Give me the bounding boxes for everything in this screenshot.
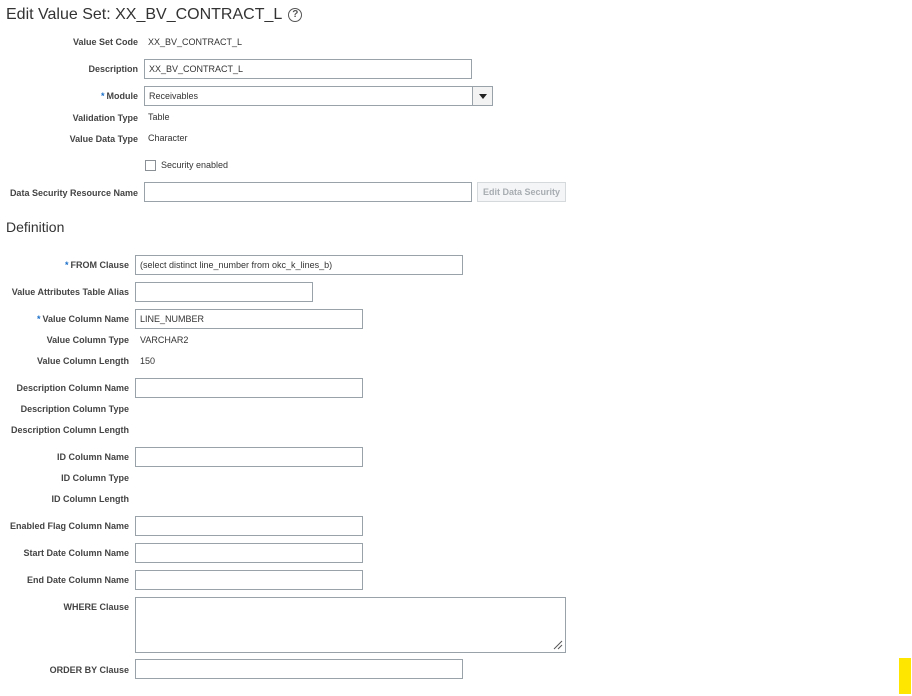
value-attributes-alias-label: Value Attributes Table Alias bbox=[11, 287, 129, 297]
id-column-name-field[interactable] bbox=[135, 447, 363, 467]
value-column-name-label: * Value Column Name bbox=[36, 314, 129, 324]
order-by-clause-field[interactable] bbox=[135, 659, 463, 679]
value-column-length-value: 150 bbox=[140, 356, 156, 366]
validation-type-value: Table bbox=[148, 112, 170, 122]
id-column-type-label: ID Column Type bbox=[61, 473, 129, 483]
required-marker: * bbox=[64, 260, 69, 270]
value-column-type-label: Value Column Type bbox=[46, 335, 129, 345]
validation-type-label: Validation Type bbox=[72, 113, 138, 123]
edit-data-security-button[interactable]: Edit Data Security bbox=[477, 182, 566, 202]
resize-handle-icon[interactable] bbox=[553, 640, 563, 650]
id-column-length-label: ID Column Length bbox=[51, 494, 129, 504]
data-security-label: Data Security Resource Name bbox=[9, 188, 138, 198]
value-column-length-label: Value Column Length bbox=[36, 356, 129, 366]
description-column-name-label: Description Column Name bbox=[16, 383, 129, 393]
value-data-type-label: Value Data Type bbox=[69, 134, 138, 144]
value-set-code-label: Value Set Code bbox=[72, 37, 138, 47]
security-enabled-label: Security enabled bbox=[161, 160, 229, 170]
where-clause-label: WHERE Clause bbox=[63, 602, 129, 612]
required-marker: * bbox=[100, 91, 105, 101]
section-definition-heading: Definition bbox=[6, 219, 65, 235]
description-field[interactable]: XX_BV_CONTRACT_L bbox=[144, 59, 472, 79]
data-security-field[interactable] bbox=[144, 182, 472, 202]
value-column-type-value: VARCHAR2 bbox=[140, 335, 189, 345]
yellow-marker bbox=[899, 658, 911, 694]
module-select[interactable] bbox=[144, 86, 493, 106]
start-date-column-label: Start Date Column Name bbox=[23, 548, 129, 558]
description-label: Description bbox=[88, 64, 138, 74]
value-column-name-field[interactable]: LINE_NUMBER bbox=[135, 309, 363, 329]
security-enabled-checkbox[interactable] bbox=[145, 160, 156, 171]
description-column-length-label: Description Column Length bbox=[11, 425, 129, 435]
page-title: Edit Value Set: XX_BV_CONTRACT_L bbox=[6, 6, 283, 23]
help-icon[interactable]: ? bbox=[288, 8, 302, 22]
module-dropdown-button[interactable] bbox=[473, 86, 493, 106]
value-data-type-value: Character bbox=[148, 133, 188, 143]
order-by-clause-label: ORDER BY Clause bbox=[49, 665, 129, 675]
required-marker: * bbox=[36, 314, 41, 324]
id-column-name-label: ID Column Name bbox=[56, 452, 129, 462]
description-column-name-field[interactable] bbox=[135, 378, 363, 398]
enabled-flag-column-label: Enabled Flag Column Name bbox=[9, 521, 129, 531]
where-clause-textarea[interactable] bbox=[135, 597, 566, 653]
end-date-column-label: End Date Column Name bbox=[26, 575, 129, 585]
page-title-row bbox=[6, 6, 302, 24]
description-column-type-label: Description Column Type bbox=[20, 404, 129, 414]
from-clause-field[interactable]: (select distinct line_number from okc_k_lines_b) bbox=[135, 255, 463, 275]
start-date-column-field[interactable] bbox=[135, 543, 363, 563]
module-select-value[interactable]: Receivables bbox=[144, 86, 473, 106]
module-label: * Module bbox=[100, 91, 138, 101]
chevron-down-icon bbox=[479, 94, 487, 99]
enabled-flag-column-field[interactable] bbox=[135, 516, 363, 536]
value-set-code-value: XX_BV_CONTRACT_L bbox=[148, 37, 243, 47]
end-date-column-field[interactable] bbox=[135, 570, 363, 590]
from-clause-label: * FROM Clause bbox=[64, 260, 129, 270]
value-attributes-alias-field[interactable] bbox=[135, 282, 313, 302]
